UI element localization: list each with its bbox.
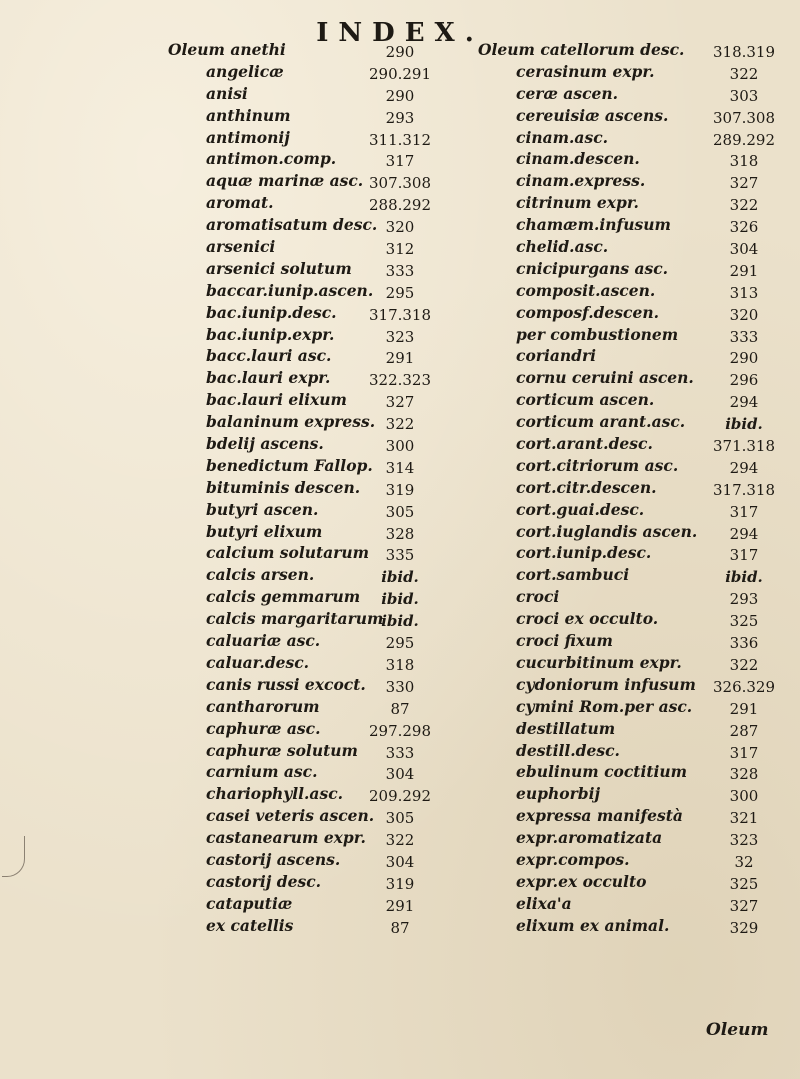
entry-page-reference: 305 <box>385 502 415 521</box>
entry-page-reference: 322 <box>729 196 759 215</box>
index-entry <box>168 259 458 281</box>
entry-term: cantharorum <box>206 696 320 716</box>
entry-term: bac.iunip.desc. <box>206 302 337 322</box>
entry-page-reference: 293 <box>385 108 415 127</box>
index-entry <box>168 40 458 62</box>
entry-page-reference: 329 <box>729 918 759 937</box>
entry-page-reference: 290 <box>385 43 415 61</box>
entry-page-reference: 317 <box>729 546 759 565</box>
entry-page-reference: 304 <box>729 240 759 259</box>
index-entry <box>168 609 458 631</box>
index-entry <box>168 916 458 938</box>
entry-term: castorij desc. <box>206 871 322 891</box>
index-entry <box>478 587 790 609</box>
entry-term: cornu ceruini ascen. <box>516 368 694 388</box>
entry-term: butyri ascen. <box>206 499 319 519</box>
entry-term: per combustionem <box>516 324 679 344</box>
entry-term: chamæm.infusum <box>516 215 671 235</box>
index-entry <box>168 653 458 675</box>
entry-term: cerasinum expr. <box>516 61 655 81</box>
index-entry <box>478 106 790 128</box>
index-entry <box>168 478 458 500</box>
entry-page-reference: ibid. <box>381 612 419 631</box>
index-entry <box>478 149 790 171</box>
entry-term: arsenici solutum <box>206 258 352 278</box>
entry-page-reference: 291 <box>385 349 415 368</box>
index-entry <box>168 675 458 697</box>
index-entry <box>478 84 790 106</box>
entry-page-reference: 333 <box>729 327 759 346</box>
entry-page-reference: 305 <box>385 809 415 828</box>
index-entry <box>168 237 458 259</box>
entry-term: corticum ascen. <box>516 390 655 410</box>
entry-page-reference: 318 <box>729 152 759 171</box>
index-entry <box>478 500 790 522</box>
entry-term: cymini Rom.per asc. <box>516 696 693 716</box>
right-index-column <box>478 40 790 938</box>
entry-page-reference: 313 <box>729 283 759 302</box>
entry-term: antimonij <box>206 127 290 147</box>
entry-page-reference: ibid. <box>381 590 419 609</box>
entry-page-reference: 320 <box>729 305 759 324</box>
entry-page-reference: 291 <box>729 261 759 280</box>
index-entry <box>478 193 790 215</box>
index-entry <box>168 149 458 171</box>
entry-term: expr.ex occulto <box>516 871 647 891</box>
entry-page-reference: 321 <box>729 809 759 828</box>
index-entry <box>478 741 790 763</box>
entry-term: angelicæ <box>206 61 284 81</box>
entry-page-reference: 294 <box>729 524 759 543</box>
entry-term: ex catellis <box>206 915 294 935</box>
entry-page-reference: 297.298 <box>368 721 432 740</box>
entry-page-reference: 327 <box>729 174 759 193</box>
index-entry <box>478 368 790 390</box>
entry-page-reference: 300 <box>729 787 759 806</box>
entry-page-reference: 290 <box>385 86 415 105</box>
index-entry <box>168 697 458 719</box>
index-entry <box>478 850 790 872</box>
entry-term: anthinum <box>206 105 291 125</box>
entry-term: cataputiæ <box>206 893 293 913</box>
entry-page-reference: 326 <box>729 218 759 237</box>
margin-ink-mark <box>2 836 25 877</box>
index-entry <box>478 828 790 850</box>
index-entry <box>168 456 458 478</box>
index-entry <box>168 850 458 872</box>
entry-page-reference: 87 <box>390 699 410 718</box>
entry-page-reference: 325 <box>729 612 759 631</box>
index-entry <box>478 894 790 916</box>
entry-page-reference: 323 <box>729 831 759 850</box>
entry-term: croci <box>516 587 560 607</box>
index-entry <box>478 784 790 806</box>
entry-page-reference: 317.318 <box>368 305 432 324</box>
index-entry <box>168 106 458 128</box>
entry-term: ebulinum coctitium <box>516 762 688 782</box>
entry-term: expr.aromatizata <box>516 828 663 848</box>
index-entry <box>168 741 458 763</box>
entry-term: caphuræ asc. <box>206 718 321 738</box>
index-entry <box>478 697 790 719</box>
index-entry <box>168 434 458 456</box>
entry-term: caluar.desc. <box>206 652 310 672</box>
entry-page-reference: 289.292 <box>712 130 776 149</box>
index-entry <box>168 806 458 828</box>
index-entry <box>478 478 790 500</box>
entry-page-reference: 287 <box>729 721 759 740</box>
left-index-column <box>168 40 458 938</box>
index-entry <box>168 784 458 806</box>
entry-page-reference: 320 <box>385 218 415 237</box>
entry-term: ceræ ascen. <box>516 83 619 103</box>
entry-term: cort.iuglandis ascen. <box>516 521 698 541</box>
entry-term: cort.citr.descen. <box>516 477 657 497</box>
entry-term: bac.lauri elixum <box>206 390 347 410</box>
entry-page-reference: 293 <box>729 590 759 609</box>
entry-term: baccar.iunip.ascen. <box>206 280 374 300</box>
index-entry <box>478 631 790 653</box>
entry-term: cort.iunip.desc. <box>516 543 652 563</box>
index-entry <box>478 325 790 347</box>
entry-term: bdelij ascens. <box>206 434 324 454</box>
entry-term: bituminis descen. <box>206 477 361 497</box>
index-entry <box>168 522 458 544</box>
entry-page-reference: 317.318 <box>712 480 776 499</box>
entry-term: composf.descen. <box>516 302 659 322</box>
entry-term: cinam.asc. <box>516 127 609 147</box>
index-entry <box>168 631 458 653</box>
entry-page-reference: 311.312 <box>368 130 432 149</box>
entry-term: caphuræ solutum <box>206 740 358 760</box>
entry-term: cinam.descen. <box>516 149 640 169</box>
entry-term: arsenici <box>206 237 276 257</box>
index-entry <box>478 40 790 62</box>
entry-page-reference: 300 <box>385 437 415 456</box>
index-entry <box>168 500 458 522</box>
index-entry <box>478 609 790 631</box>
entry-page-reference: 322 <box>385 415 415 434</box>
entry-term: cydoniorum infusum <box>516 674 696 694</box>
index-entry <box>478 522 790 544</box>
entry-page-reference: 326.329 <box>712 677 776 696</box>
index-entry <box>478 653 790 675</box>
entry-page-reference: 288.292 <box>368 196 432 215</box>
entry-term: euphorbij <box>516 784 601 804</box>
entry-term: elixa'a <box>516 893 572 913</box>
entry-page-reference: 294 <box>729 393 759 412</box>
entry-term: bac.lauri expr. <box>206 368 331 388</box>
index-entry <box>168 193 458 215</box>
entry-term: cort.arant.desc. <box>516 434 653 454</box>
entry-page-reference: 303 <box>729 86 759 105</box>
entry-page-reference: 290.291 <box>368 64 432 83</box>
index-entry <box>168 412 458 434</box>
entry-term: cereuisiæ ascens. <box>516 105 669 125</box>
entry-page-reference: 333 <box>385 743 415 762</box>
entry-term: anisi <box>206 83 248 103</box>
entry-page-reference: 371.318 <box>712 437 776 456</box>
entry-term: croci ex occulto. <box>516 609 659 629</box>
index-entry <box>478 565 790 587</box>
index-entry <box>478 762 790 784</box>
entry-page-reference: 291 <box>385 896 415 915</box>
entry-term: croci fixum <box>516 631 613 651</box>
entry-term: destillatum <box>516 718 616 738</box>
entry-term: expr.compos. <box>516 849 630 869</box>
entry-term: composit.ascen. <box>516 280 656 300</box>
entry-term: expressa manifestà <box>516 806 683 826</box>
index-entry <box>478 215 790 237</box>
entry-term: casei veteris ascen. <box>206 806 375 826</box>
entry-term: Oleum catellorum desc. <box>478 40 685 59</box>
entry-page-reference: 317 <box>385 152 415 171</box>
entry-term: bacc.lauri asc. <box>206 346 332 366</box>
index-entry <box>168 281 458 303</box>
entry-page-reference: 322.323 <box>368 371 432 390</box>
entry-page-reference: 323 <box>385 327 415 346</box>
entry-term: caluariæ asc. <box>206 631 321 651</box>
entry-page-reference: 307.308 <box>712 108 776 127</box>
entry-page-reference: ibid. <box>381 568 419 587</box>
index-entry <box>168 894 458 916</box>
index-entry <box>168 828 458 850</box>
entry-page-reference: 32 <box>734 852 754 871</box>
entry-page-reference: 317 <box>729 502 759 521</box>
entry-term: butyri elixum <box>206 521 323 541</box>
entry-term: castanearum expr. <box>206 828 366 848</box>
index-entry <box>168 390 458 412</box>
index-entry <box>168 325 458 347</box>
entry-page-reference: 328 <box>385 524 415 543</box>
entry-page-reference: 291 <box>729 699 759 718</box>
index-entry <box>478 872 790 894</box>
entry-term: aromatisatum desc. <box>206 215 378 235</box>
entry-term: canis russi excoct. <box>206 674 366 694</box>
index-entry <box>478 412 790 434</box>
entry-term: aromat. <box>206 193 274 213</box>
entry-page-reference: 325 <box>729 874 759 893</box>
index-entry <box>478 456 790 478</box>
entry-term: antimon.comp. <box>206 149 337 169</box>
index-entry <box>478 237 790 259</box>
index-entry <box>478 171 790 193</box>
entry-page-reference: ibid. <box>725 415 763 434</box>
index-entry <box>168 303 458 325</box>
entry-term: castorij ascens. <box>206 849 341 869</box>
index-entry <box>478 303 790 325</box>
entry-page-reference: 318 <box>385 655 415 674</box>
entry-page-reference: 307.308 <box>368 174 432 193</box>
entry-page-reference: 322 <box>729 655 759 674</box>
entry-page-reference: 318.319 <box>712 43 776 61</box>
entry-term: calcis margaritarum <box>206 609 384 629</box>
entry-page-reference: 314 <box>385 458 415 477</box>
entry-term: cinam.express. <box>516 171 646 191</box>
entry-term: balaninum express. <box>206 412 376 432</box>
index-entry <box>168 872 458 894</box>
entry-term: cort.guai.desc. <box>516 499 645 519</box>
entry-page-reference: 295 <box>385 283 415 302</box>
index-entry <box>168 346 458 368</box>
entry-page-reference: 294 <box>729 458 759 477</box>
entry-page-reference: 322 <box>729 64 759 83</box>
entry-term: calcis gemmarum <box>206 587 361 607</box>
entry-page-reference: 317 <box>729 743 759 762</box>
entry-term: corticum arant.asc. <box>516 412 686 432</box>
entry-page-reference: 328 <box>729 765 759 784</box>
entry-page-reference: 296 <box>729 371 759 390</box>
entry-term: calcium solutarum <box>206 543 370 563</box>
index-entry <box>478 390 790 412</box>
index-entry <box>168 543 458 565</box>
index-entry <box>478 259 790 281</box>
index-entry <box>168 128 458 150</box>
index-entry <box>478 62 790 84</box>
entry-page-reference: 319 <box>385 874 415 893</box>
entry-page-reference: 295 <box>385 634 415 653</box>
index-entry <box>168 587 458 609</box>
entry-page-reference: 209.292 <box>368 787 432 806</box>
index-entry <box>478 281 790 303</box>
entry-term: bac.iunip.expr. <box>206 324 335 344</box>
entry-term: chariophyll.asc. <box>206 784 344 804</box>
index-entry <box>478 434 790 456</box>
entry-page-reference: 304 <box>385 765 415 784</box>
entry-page-reference: 327 <box>385 393 415 412</box>
index-entry <box>168 762 458 784</box>
entry-term: cucurbitinum expr. <box>516 652 682 672</box>
entry-term: elixum ex animal. <box>516 915 670 935</box>
entry-term: calcis arsen. <box>206 565 315 585</box>
index-entry <box>168 719 458 741</box>
entry-term: aquæ marinæ asc. <box>206 171 364 191</box>
entry-term: cort.citriorum asc. <box>516 455 679 475</box>
index-entry <box>478 675 790 697</box>
index-entry <box>478 128 790 150</box>
index-entry <box>478 543 790 565</box>
entry-page-reference: 290 <box>729 349 759 368</box>
index-entry <box>478 346 790 368</box>
entry-term: destill.desc. <box>516 740 620 760</box>
entry-term: cnicipurgans asc. <box>516 258 669 278</box>
index-entry <box>168 565 458 587</box>
entry-term: cort.sambuci <box>516 565 630 585</box>
entry-page-reference: 336 <box>729 634 759 653</box>
entry-page-reference: 312 <box>385 240 415 259</box>
index-entry <box>478 806 790 828</box>
entry-term: citrinum expr. <box>516 193 639 213</box>
index-entry <box>478 719 790 741</box>
entry-term: Oleum anethi <box>168 40 286 59</box>
index-entry <box>168 215 458 237</box>
entry-page-reference: 327 <box>729 896 759 915</box>
entry-term: carnium asc. <box>206 762 318 782</box>
entry-page-reference: 333 <box>385 261 415 280</box>
page-header: INDEX. <box>316 18 484 48</box>
entry-page-reference: 87 <box>390 918 410 937</box>
index-entry <box>168 171 458 193</box>
entry-term: benedictum Fallop. <box>206 455 373 475</box>
index-entry <box>168 62 458 84</box>
index-entry <box>478 916 790 938</box>
entry-page-reference: 335 <box>385 546 415 565</box>
entry-page-reference: 330 <box>385 677 415 696</box>
index-entry <box>168 368 458 390</box>
entry-term: coriandri <box>516 346 597 366</box>
entry-page-reference: 322 <box>385 831 415 850</box>
entry-page-reference: 304 <box>385 852 415 871</box>
entry-page-reference: 319 <box>385 480 415 499</box>
entry-page-reference: ibid. <box>725 568 763 587</box>
entry-term: chelid.asc. <box>516 237 609 257</box>
catchword: Oleum <box>706 1020 769 1040</box>
index-entry <box>168 84 458 106</box>
